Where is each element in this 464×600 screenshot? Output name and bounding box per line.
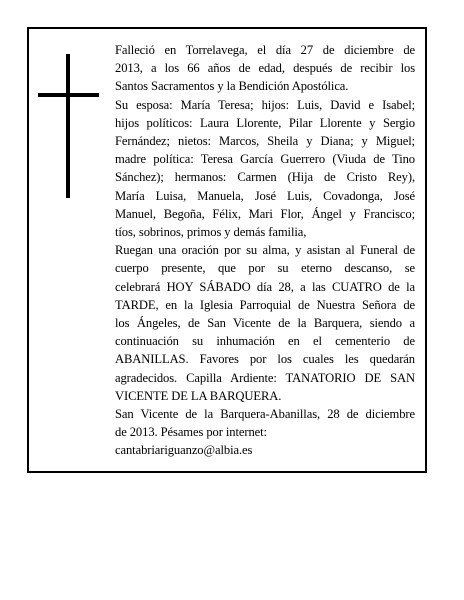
text-line: Ruegan una oración por su alma, y asistan al Funeral de	[115, 243, 415, 258]
text-line: agradecidos. Capilla Ardiente: TANATORIO DE SAN	[115, 370, 415, 385]
text-line: San Vicente de la Barquera-Abanillas, 28 de diciembre	[115, 407, 415, 422]
death-announcement	[115, 41, 415, 96]
text-line: Su esposa: María Teresa; hijos: Luis, David e Isabel;	[115, 97, 415, 112]
cross-horizontal-bar	[38, 93, 99, 97]
obituary-notice	[27, 27, 427, 473]
text-line: tíos, sobrinos, primos y demás familia,	[115, 225, 307, 240]
text-line: VICENTE DE LA BARQUERA.	[115, 388, 282, 403]
email-address: cantabriariguanzo@albia.es	[115, 443, 253, 458]
text-line: Santos Sacramentos y la Bendición Apostólica.	[115, 79, 349, 94]
text-line: hijos políticos: Laura Llorente, Pilar Llorente y Sergio	[115, 115, 415, 130]
text-line: Falleció en Torrelavega, el día 27 de diciembre de	[115, 43, 415, 57]
text-line: ABANILLAS. Favores por los cuales les quedarán	[115, 352, 415, 367]
text-line: Sánchez); hermanos: Carmen (Hija de Cristo Rey),	[115, 170, 415, 185]
text-line: Manuel, Begoña, Félix, Mari Flor, Ángel y Francisco;	[115, 206, 415, 221]
text-line: los Ángeles, de San Vicente de la Barquera, siendo a	[115, 316, 415, 331]
text-line: celebrará HOY SÁBADO día 28, a las CUATRO de la	[115, 279, 415, 294]
text-line: cuerpo presente, que por su eterno descanso, se	[115, 261, 415, 276]
funeral-details	[115, 241, 415, 405]
text-line: 2013, a los 66 años de edad, después de recibir los	[115, 61, 415, 76]
text-line: TARDE, en la Iglesia Parroquial de Nuestra Señora de	[115, 297, 415, 312]
place-date-contact	[115, 405, 415, 460]
text-line: de 2013. Pésames por internet:	[115, 425, 267, 440]
text-line: Fernández; nietos: Marcos, Sheila y Diana; y Miguel;	[115, 134, 415, 149]
text-line: madre política: Teresa García Guerrero (Viuda de Tino	[115, 152, 415, 167]
family-list	[115, 96, 415, 242]
notice-text	[115, 41, 415, 460]
cross-vertical-bar	[66, 54, 70, 198]
text-line: continuación su inhumación en el cementerio de	[115, 334, 415, 349]
text-line: María Luisa, Manuela, José Luis, Covadonga, José	[115, 188, 415, 203]
